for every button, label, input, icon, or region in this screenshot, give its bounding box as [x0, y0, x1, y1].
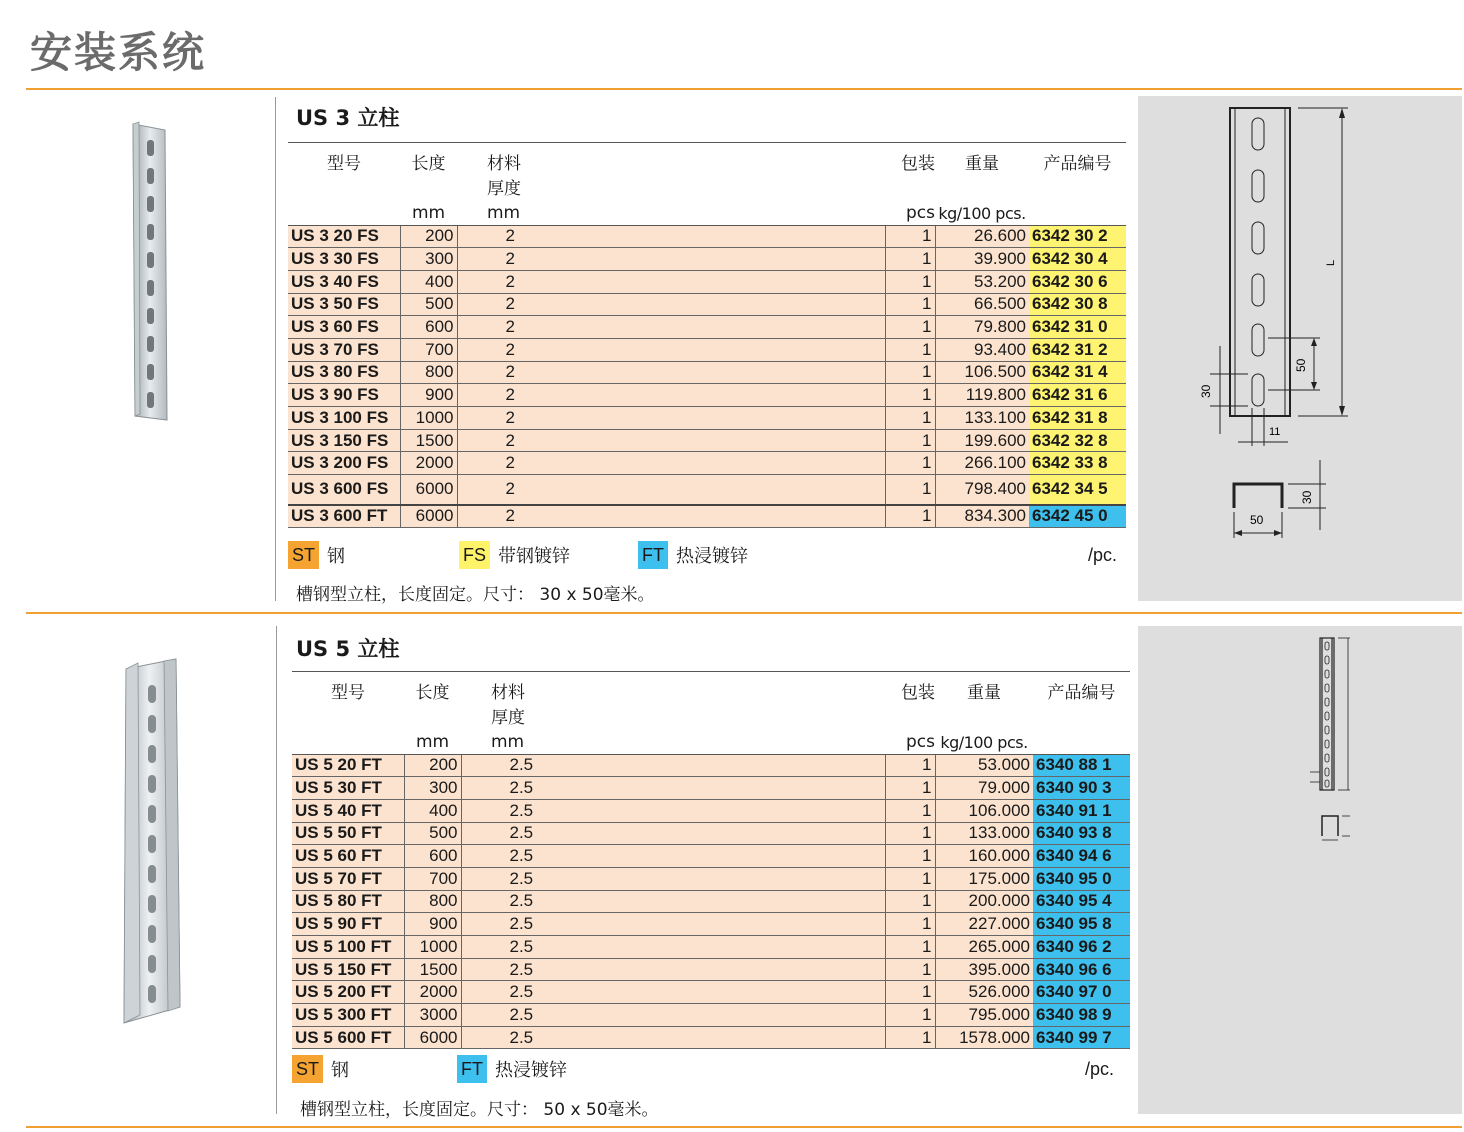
table-row: [292, 799, 1130, 822]
cell-length: 6000: [400, 475, 457, 505]
cell-length: 700: [404, 867, 461, 890]
cell-package: 1: [885, 338, 935, 361]
table-row: [288, 293, 1126, 316]
header-weight: 重量: [935, 143, 1029, 200]
cell-product-code: 6340 93 8: [1033, 822, 1130, 845]
table-row: [292, 1004, 1130, 1027]
cell-package: 1: [885, 1004, 935, 1027]
cell-length: 900: [400, 384, 457, 407]
cell-weight: 119.800: [935, 384, 1029, 407]
cell-length: 900: [404, 913, 461, 936]
header-weight-unit: kg/100 pcs.: [935, 728, 1033, 754]
legend-label-ft: 热浸镀锌: [676, 546, 749, 567]
cell-thickness: 2.5: [461, 958, 885, 981]
cell-package: 1: [885, 754, 935, 777]
cell-weight: 66.500: [935, 293, 1029, 316]
us5-section-title: US 5 立柱: [296, 637, 400, 661]
cell-model: US 3 600 FS: [288, 475, 400, 505]
cell-length: 1500: [400, 429, 457, 452]
cell-product-code: 6342 45 0: [1029, 505, 1126, 528]
us5-legend: [292, 1055, 567, 1083]
header-model: 型号: [292, 672, 404, 729]
legend-swatch-st: ST: [292, 1055, 323, 1083]
header-material-unit: mm: [457, 199, 885, 225]
table-row: [288, 407, 1126, 430]
cell-package: 1: [885, 225, 935, 248]
cell-thickness: 2: [457, 270, 885, 293]
table-row: [292, 913, 1130, 936]
cell-length: 1000: [404, 936, 461, 959]
cell-model: US 5 200 FT: [292, 981, 404, 1004]
cell-length: 400: [404, 799, 461, 822]
cell-model: US 5 600 FT: [292, 1026, 404, 1049]
cell-model: US 5 90 FT: [292, 913, 404, 936]
cell-package: 1: [885, 384, 935, 407]
cell-length: 800: [404, 890, 461, 913]
cell-product-code: 6340 88 1: [1033, 754, 1130, 777]
cell-product-code: 6342 31 2: [1029, 338, 1126, 361]
cell-model: US 5 30 FT: [292, 777, 404, 800]
cell-package: 1: [885, 867, 935, 890]
cell-thickness: 2.5: [461, 981, 885, 1004]
cell-thickness: 2: [457, 475, 885, 505]
cell-thickness: 2.5: [461, 777, 885, 800]
cell-length: 300: [404, 777, 461, 800]
header-material-line1: 材料: [491, 683, 525, 703]
cell-thickness: 2.5: [461, 754, 885, 777]
cell-product-code: 6340 95 4: [1033, 890, 1130, 913]
cell-thickness: 2: [457, 248, 885, 271]
cell-product-code: 6340 91 1: [1033, 799, 1130, 822]
cell-product-code: 6340 96 2: [1033, 936, 1130, 959]
us3-section-title: US 3 立柱: [296, 106, 400, 130]
cell-length: 6000: [404, 1026, 461, 1049]
cell-package: 1: [885, 505, 935, 528]
us3-spec-table: [288, 142, 1126, 528]
header-weight-unit: kg/100 pcs.: [935, 199, 1029, 225]
legend-swatch-ft: FT: [638, 541, 668, 569]
cell-thickness: 2: [457, 407, 885, 430]
header-package-unit: pcs: [885, 728, 935, 754]
cell-package: 1: [885, 913, 935, 936]
cell-model: US 3 80 FS: [288, 361, 400, 384]
cell-weight: 1578.000: [935, 1026, 1033, 1049]
cell-model: US 3 100 FS: [288, 407, 400, 430]
header-package-unit: pcs: [885, 199, 935, 225]
cell-model: US 5 150 FT: [292, 958, 404, 981]
header-length-unit: mm: [400, 199, 457, 225]
cell-package: 1: [885, 293, 935, 316]
cell-model: US 5 20 FT: [292, 754, 404, 777]
cell-package: 1: [885, 958, 935, 981]
cell-thickness: 2: [457, 429, 885, 452]
cell-weight: 265.000: [935, 936, 1033, 959]
cell-product-code: 6340 97 0: [1033, 981, 1130, 1004]
table-row: [288, 338, 1126, 361]
cell-package: 1: [885, 452, 935, 475]
cell-product-code: 6342 31 6: [1029, 384, 1126, 407]
table-row: [288, 384, 1126, 407]
column-separator: [275, 97, 276, 601]
section-divider: [26, 1126, 1462, 1128]
cell-model: US 3 70 FS: [288, 338, 400, 361]
cell-product-code: 6342 30 2: [1029, 225, 1126, 248]
header-package: 包装: [885, 143, 935, 200]
cell-thickness: 2.5: [461, 1004, 885, 1027]
cell-length: 300: [400, 248, 457, 271]
table-row: [288, 270, 1126, 293]
header-length: 长度: [404, 672, 461, 729]
legend-label-fs: 带钢镀锌: [498, 546, 571, 567]
table-row: [292, 845, 1130, 868]
cell-model: US 5 300 FT: [292, 1004, 404, 1027]
section-divider: [26, 612, 1462, 614]
legend-swatch-fs: FS: [459, 541, 490, 569]
legend-label-st: 钢: [327, 546, 346, 567]
legend-swatch-st: ST: [288, 541, 319, 569]
cell-model: US 5 40 FT: [292, 799, 404, 822]
us5-per-unit: /pc.: [1085, 1059, 1115, 1079]
cell-weight: 199.600: [935, 429, 1029, 452]
header-material: [457, 143, 885, 200]
cell-package: 1: [885, 475, 935, 505]
cell-product-code: 6342 32 8: [1029, 429, 1126, 452]
cell-thickness: 2: [457, 361, 885, 384]
dim-30-label: 30: [1199, 384, 1213, 398]
cell-thickness: 2: [457, 293, 885, 316]
cell-package: 1: [885, 429, 935, 452]
cell-weight: 227.000: [935, 913, 1033, 936]
cell-length: 200: [400, 225, 457, 248]
cell-product-code: 6340 90 3: [1033, 777, 1130, 800]
cell-weight: 133.000: [935, 822, 1033, 845]
header-material-line2: 厚度: [487, 179, 521, 199]
legend-label-ft: 热浸镀锌: [495, 1060, 568, 1081]
cell-model: US 3 600 FT: [288, 505, 400, 528]
table-row: [292, 777, 1130, 800]
cell-package: 1: [885, 822, 935, 845]
cell-product-code: 6340 96 6: [1033, 958, 1130, 981]
table-row: [288, 475, 1126, 505]
cell-product-code: 6340 94 6: [1033, 845, 1130, 868]
cell-length: 2000: [400, 452, 457, 475]
us3-technical-drawing: [1138, 96, 1462, 601]
cell-length: 1500: [404, 958, 461, 981]
cell-weight: 93.400: [935, 338, 1029, 361]
cell-product-code: 6340 99 7: [1033, 1026, 1130, 1049]
cell-weight: 53.200: [935, 270, 1029, 293]
legend-swatch-ft: FT: [457, 1055, 487, 1083]
cell-thickness: 2.5: [461, 867, 885, 890]
cell-package: 1: [885, 890, 935, 913]
cell-product-code: 6342 34 5: [1029, 475, 1126, 505]
cell-package: 1: [885, 799, 935, 822]
header-material-line2: 厚度: [491, 708, 525, 728]
cell-length: 6000: [400, 505, 457, 528]
cell-package: 1: [885, 316, 935, 339]
cell-product-code: 6342 33 8: [1029, 452, 1126, 475]
header-length: 长度: [400, 143, 457, 200]
cell-weight: 79.000: [935, 777, 1033, 800]
table-row: [288, 429, 1126, 452]
header-material-unit: mm: [461, 728, 885, 754]
cell-thickness: 2: [457, 384, 885, 407]
table-row: [288, 361, 1126, 384]
cell-length: 3000: [404, 1004, 461, 1027]
cell-product-code: 6342 31 8: [1029, 407, 1126, 430]
cell-model: US 3 90 FS: [288, 384, 400, 407]
cell-thickness: 2.5: [461, 1026, 885, 1049]
column-separator: [276, 626, 277, 1114]
header-length-unit: mm: [404, 728, 461, 754]
header-weight: 重量: [935, 672, 1033, 729]
cell-length: 2000: [404, 981, 461, 1004]
cell-model: US 3 30 FS: [288, 248, 400, 271]
header-package: 包装: [885, 672, 935, 729]
table-row: [292, 890, 1130, 913]
cell-weight: 133.100: [935, 407, 1029, 430]
us5-spec-table: [292, 671, 1130, 1049]
header-material-line1: 材料: [487, 154, 521, 174]
cell-package: 1: [885, 777, 935, 800]
cell-product-code: 6342 30 8: [1029, 293, 1126, 316]
cell-product-code: 6342 30 6: [1029, 270, 1126, 293]
cell-package: 1: [885, 845, 935, 868]
cell-length: 500: [404, 822, 461, 845]
cell-model: US 5 70 FT: [292, 867, 404, 890]
cell-weight: 53.000: [935, 754, 1033, 777]
cell-package: 1: [885, 407, 935, 430]
cell-weight: 200.000: [935, 890, 1033, 913]
cell-model: US 5 80 FT: [292, 890, 404, 913]
cell-length: 600: [400, 316, 457, 339]
cell-length: 500: [400, 293, 457, 316]
page-title: 安装系统: [30, 28, 207, 77]
table-row: [292, 981, 1130, 1004]
cell-product-code: 6342 31 4: [1029, 361, 1126, 384]
us5-table-body: [292, 754, 1130, 1049]
cell-package: 1: [885, 270, 935, 293]
cell-length: 1000: [400, 407, 457, 430]
cell-model: US 5 50 FT: [292, 822, 404, 845]
cell-thickness: 2.5: [461, 799, 885, 822]
cell-weight: 795.000: [935, 1004, 1033, 1027]
cell-thickness: 2: [457, 452, 885, 475]
cell-length: 700: [400, 338, 457, 361]
cell-weight: 106.500: [935, 361, 1029, 384]
table-row: [292, 1026, 1130, 1049]
cell-product-code: 6340 98 9: [1033, 1004, 1130, 1027]
cell-weight: 526.000: [935, 981, 1033, 1004]
dim-bottom-50-label: 50: [1250, 513, 1264, 527]
header-code: 产品编号: [1029, 143, 1126, 200]
table-row: [288, 225, 1126, 248]
header-material: [461, 672, 885, 729]
dim-11-label: 11: [1269, 426, 1281, 438]
cell-thickness: 2.5: [461, 845, 885, 868]
us5-note: 槽钢型立柱，长度固定。尺寸： 50 x 50毫米。: [300, 1100, 659, 1120]
header-code: 产品编号: [1033, 672, 1130, 729]
cell-package: 1: [885, 248, 935, 271]
us3-product-photo: [125, 120, 175, 425]
cell-weight: 160.000: [935, 845, 1033, 868]
cell-model: US 3 150 FS: [288, 429, 400, 452]
legend-label-st: 钢: [331, 1060, 350, 1081]
table-row: [292, 822, 1130, 845]
table-row: [288, 505, 1126, 528]
dim-50-label: 50: [1294, 358, 1308, 372]
cell-weight: 26.600: [935, 225, 1029, 248]
table-row: [292, 958, 1130, 981]
cell-model: US 3 60 FS: [288, 316, 400, 339]
cell-weight: 39.900: [935, 248, 1029, 271]
cell-thickness: 2: [457, 225, 885, 248]
cell-product-code: 6340 95 0: [1033, 867, 1130, 890]
table-row: [288, 316, 1126, 339]
cell-model: US 3 50 FS: [288, 293, 400, 316]
cell-thickness: 2: [457, 338, 885, 361]
dim-L-label: L: [1325, 259, 1337, 266]
table-row: [292, 936, 1130, 959]
cell-weight: 266.100: [935, 452, 1029, 475]
table-row: [288, 248, 1126, 271]
cell-model: US 5 60 FT: [292, 845, 404, 868]
cell-weight: 395.000: [935, 958, 1033, 981]
cell-model: US 3 20 FS: [288, 225, 400, 248]
cell-thickness: 2.5: [461, 890, 885, 913]
cell-product-code: 6342 30 4: [1029, 248, 1126, 271]
cell-thickness: 2.5: [461, 936, 885, 959]
section-divider: [26, 88, 1462, 90]
cell-length: 600: [404, 845, 461, 868]
table-row: [292, 754, 1130, 777]
cell-model: US 5 100 FT: [292, 936, 404, 959]
us3-note: 槽钢型立柱，长度固定。尺寸： 30 x 50毫米。: [296, 585, 655, 605]
cell-product-code: 6342 31 0: [1029, 316, 1126, 339]
us5-technical-drawing: [1138, 626, 1462, 1114]
cell-weight: 175.000: [935, 867, 1033, 890]
cell-thickness: 2: [457, 316, 885, 339]
cell-length: 200: [404, 754, 461, 777]
cell-package: 1: [885, 361, 935, 384]
cell-model: US 3 40 FS: [288, 270, 400, 293]
cell-length: 400: [400, 270, 457, 293]
us3-per-unit: /pc.: [1088, 545, 1118, 565]
header-model: 型号: [288, 143, 400, 200]
cell-package: 1: [885, 936, 935, 959]
dim-bottom-30-label: 30: [1300, 490, 1314, 504]
cell-weight: 798.400: [935, 475, 1029, 505]
cell-package: 1: [885, 1026, 935, 1049]
cell-length: 800: [400, 361, 457, 384]
table-row: [292, 867, 1130, 890]
cell-weight: 834.300: [935, 505, 1029, 528]
cell-weight: 79.800: [935, 316, 1029, 339]
table-row: [288, 452, 1126, 475]
us3-legend: [288, 541, 748, 569]
cell-thickness: 2.5: [461, 913, 885, 936]
us5-product-photo: [118, 655, 188, 1027]
cell-model: US 3 200 FS: [288, 452, 400, 475]
cell-weight: 106.000: [935, 799, 1033, 822]
cell-product-code: 6340 95 8: [1033, 913, 1130, 936]
us3-table-body: [288, 225, 1126, 527]
cell-thickness: 2.5: [461, 822, 885, 845]
cell-package: 1: [885, 981, 935, 1004]
cell-thickness: 2: [457, 505, 885, 528]
